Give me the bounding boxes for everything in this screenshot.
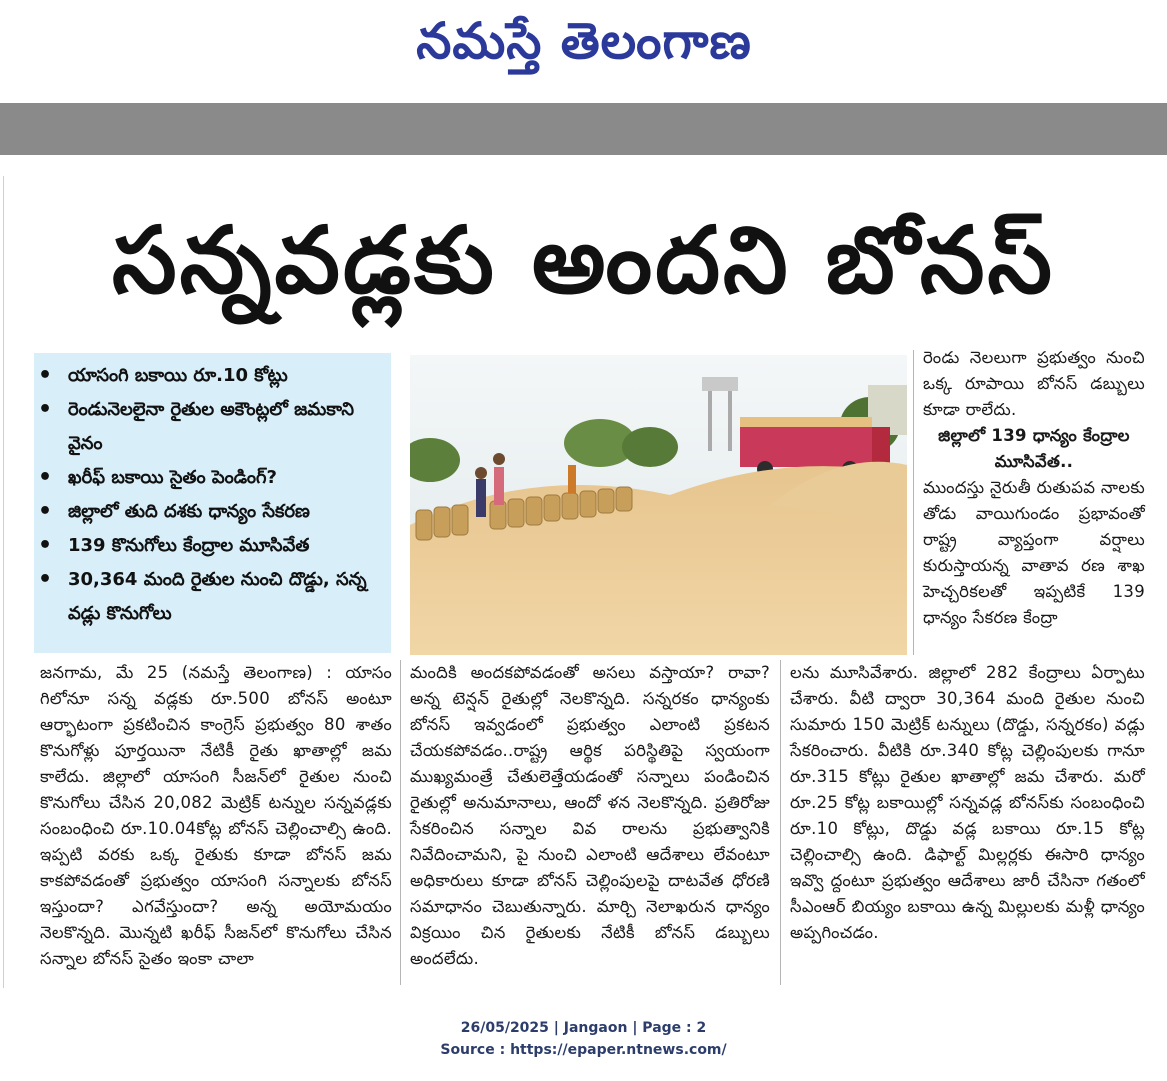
article-photo xyxy=(410,355,907,655)
header-band xyxy=(0,103,1167,155)
bullet-icon: • xyxy=(38,397,53,422)
column-1 xyxy=(40,660,392,972)
highlight-item: • జిల్లాలో తుది దశకు ధాన్యం సేకరణ xyxy=(34,495,391,529)
paragraph: లను మూసివేశారు. జిల్లాలో 282 కేంద్రాలు ఏర్పాటు చేశారు. వీటి ద్వారా 30,364 మంది రైతుల నుంచి సుమారు 150 మెట్రిక్ టన్నులు (దొడ్డు, సన్నరకం) వడ్లు సేకరించారు. వీటికి రూ.340 కోట్ల చెల్లింపులకు గానూ రూ.315 కోట్లు రైతుల ఖాతాల్లో జమ చేశారు. మరో రూ.25 కోట్ల బకాయిల్లో సన్నవడ్ల బోనస్‌కు సంబంధించి రూ.10 కోట్లు, దొడ్డు వడ్ల బకాయి రూ.15 కోట్ల చెల్లించాల్సి ఉంది. డిఫాల్ట్ మిల్లర్లకు ఈసారి ధాన్యం ఇవ్వొ ద్దంటూ ప్రభుత్వం ఆదేశాలు జారీ చేసినా గతంలో సీఎంఆర్ బియ్యం బకాయి ఉన్న మిల్లులకు మళ్లీ ధాన్యం అప్పగించడం. xyxy=(790,663,1145,942)
column-2 xyxy=(410,660,770,972)
highlight-item: • 30,364 మంది రైతుల నుంచి దొడ్డు, సన్న వడ్లు కొనుగోలు xyxy=(34,563,391,631)
subheading: జిల్లాలో 139 ధాన్యం కేంద్రాల మూసివేత.. xyxy=(938,426,1130,471)
newspaper-logo: నమస్తే తెలంగాణ xyxy=(416,12,752,70)
highlight-item: • 139 కొనుగోలు కేంద్రాల మూసివేత xyxy=(34,529,391,563)
paragraph: ముందస్తు నైరుతీ రుతుపవ నాలకు తోడు వాయిగుండం ప్రభావంతో రాష్ట్ర వ్యాప్తంగా వర్షాలు కురుస్తాయన్న వాతావ రణ శాఖ హెచ్చరికలతో ఇప్పటికే 139 ధాన్యం సేకరణ కేంద్రా xyxy=(923,478,1145,627)
grain-yard-photo xyxy=(410,355,907,655)
bullet-icon: • xyxy=(38,465,53,490)
bullet-icon: • xyxy=(38,567,53,592)
column-divider xyxy=(780,660,781,985)
bullet-icon: • xyxy=(38,363,53,388)
column-divider xyxy=(400,660,401,985)
highlight-item: • యాసంగి బకాయి రూ.10 కోట్లు xyxy=(34,359,391,393)
highlight-item: • ఖరీఫ్ బకాయి సైతం పెండింగ్? xyxy=(34,461,391,495)
paragraph: మందికి అందకపోవడంతో అసలు వస్తాయా? రావా? అన్న టెన్షన్ రైతుల్లో నెలకొన్నది. సన్నరకం ధాన్యంకు బోనస్ ఇవ్వడంలో ప్రభుత్వం ఎలాంటి ప్రకటన చేయకపోవడం..రాష్ట్ర ఆర్థిక పరిస్థితిపై స్వయంగా ముఖ్యమంత్రే చేతులెత్తేయడంతో సన్నాలు పండించిన రైతుల్లో అనుమానాలు, ఆందో ళన నెలకొన్నది. ప్రతిరోజు సేకరించిన సన్నాల వివ రాలను ప్రభుత్వానికి నివేదించామని, పై నుంచి ఎలాంటి ఆదేశాలు లేవంటూ అధికారులు కూడా బోనస్ చెల్లింపులపై దాటవేత ధోరణి సమాధానం చెబుతున్నారు. మార్చి నెలాఖరున ధాన్యం విక్రయిం చిన రైతులకు నేటికీ బోనస్ డబ్బులు అందలేదు. xyxy=(410,663,770,968)
footer xyxy=(0,1017,1167,1061)
highlight-item: • రెండునెలలైనా రైతుల అకౌంట్లలో జమకాని వైనం xyxy=(34,393,391,461)
bullet-icon: • xyxy=(38,533,53,558)
column-divider xyxy=(913,350,914,655)
column-3 xyxy=(790,660,1145,946)
bullet-icon: • xyxy=(38,499,53,524)
paragraph: రెండు నెలలుగా ప్రభుత్వం నుంచి ఒక్క రూపాయి బోనస్ డబ్బులు కూడా రాలేదు. xyxy=(923,348,1145,419)
article-headline: సన్నవడ్లకు అందని బోనస్ xyxy=(111,207,1056,314)
footer-source-line: Source : https://epaper.ntnews.com/ xyxy=(440,1042,727,1058)
highlights-box xyxy=(34,353,391,653)
paragraph: జనగామ, మే 25 (నమస్తే తెలంగాణ) : యాసం గిలోనూ సన్న వడ్లకు రూ.500 బోనస్ అంటూ ఆర్భాటంగా ప్రకటించిన కాంగ్రెస్ ప్రభుత్వం 80 శాతం కొనుగోళ్లు పూర్తయినా నేటికీ రైతు ఖాతాల్లో జమ కాలేదు. జిల్లాలో యాసంగి సీజన్‌లో రైతుల నుంచి కొనుగోలు చేసిన 20,082 మెట్రిక్ టన్నుల సన్నవడ్లకు సంబంధించి రూ.10.04కోట్ల బోనస్ చెల్లించాల్సి ఉంది. ఇప్పటి వరకు ఒక్క రైతుకు కూడా బోనస్ జమ కాకపోవడంతో ప్రభుత్వం యాసంగి సన్నాలకు బోనస్ ఇస్తుందా? ఎగవేస్తుందా? అన్న అయోమయం నెలకొన్నది. మొన్నటి ఖరీఫ్ సీజన్‌లో కొనుగోలు చేసిన సన్నాల బోనస్ సైతం ఇంకా చాలా xyxy=(40,663,392,968)
footer-date-line: 26/05/2025 | Jangaon | Page : 2 xyxy=(460,1020,707,1036)
column-right-top xyxy=(923,345,1145,631)
masthead xyxy=(0,0,1167,100)
